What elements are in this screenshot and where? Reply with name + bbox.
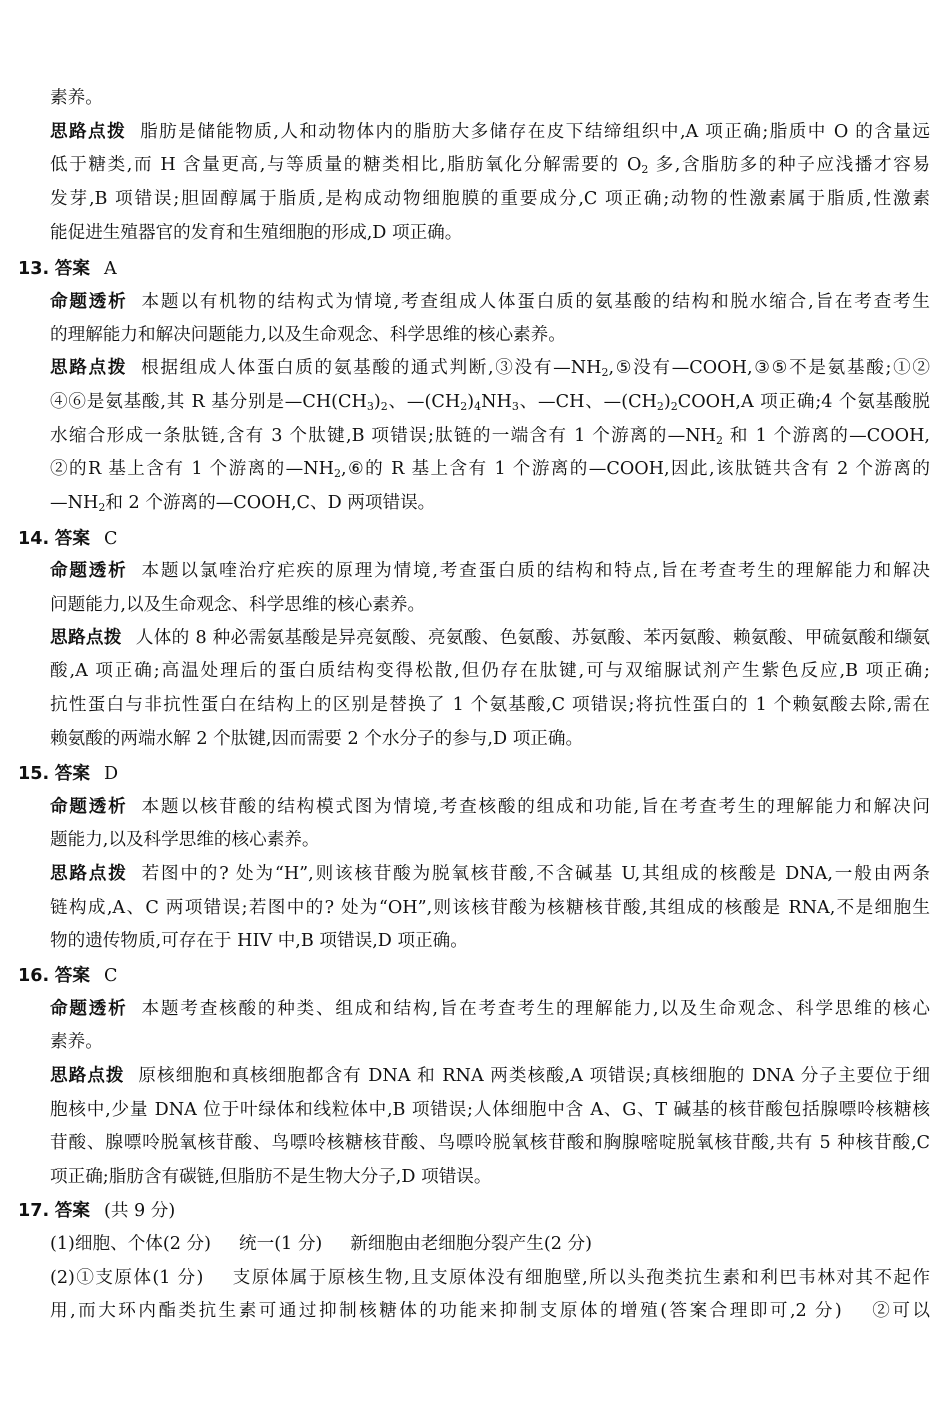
q16-mingti-line: 命题透析 本题考查核酸的种类、组成和结构,旨在考查考生的理解能力,以及生命观念、科学思维的核心	[50, 999, 930, 1019]
q17-part2-line: (2)①支原体(1 分) 支原体属于原核生物,且支原体没有细胞壁,所以头孢类抗生素和利巴韦林对其不起作	[50, 1268, 930, 1288]
q14-silu-line: 赖氨酸的两端水解 2 个肽键,因而需要 2 个水分子的参与,D 项正确。	[50, 729, 584, 749]
q12-silu-line: 能促进生殖器官的发育和生殖细胞的形成,D 项正确。	[50, 223, 463, 243]
q12-tail: 素养。	[50, 88, 103, 108]
q17-part1: (1)细胞、个体(2 分) 统一(1 分) 新细胞由老细胞分裂产生(2 分)	[50, 1234, 592, 1254]
q16-silu-line: 项正确;脂肪含有碳链,但脂肪不是生物大分子,D 项错误。	[50, 1167, 492, 1187]
mingti-label: 命题透析	[50, 999, 128, 1019]
q15-silu-line: 思路点拨 若图中的? 处为“H”,则该核苷酸为脱氧核苷酸,不含碱基 U,其组成的核酸是 DNA,一般由两条	[50, 864, 930, 884]
q13-silu-line: ②的R 基上含有 1 个游离的$—NH_2,⑥$的 R 基上含有 1 个游离的—COOH,因此,该肽链共含有 2 个游离的	[50, 459, 930, 480]
q12-silu-line: 低于糖类,而 H 含量更高,与等质量的糖类相比,脂肪氧化分解需要的 $O_2$ 多,含脂肪多的种子应浅播才容易	[50, 155, 930, 176]
q15-mingti-line: 题能力,以及科学思维的核心素养。	[50, 830, 320, 850]
q14-silu-line: 抗性蛋白与非抗性蛋白在结构上的区别是替换了 1 个氨基酸,C 项错误;将抗性蛋白的 1 个赖氨酸去除,需在	[50, 695, 930, 715]
silu-label: 思路点拨	[50, 122, 127, 142]
q13-answer: 13. 答案 A	[18, 259, 117, 279]
mingti-label: 命题透析	[50, 561, 128, 581]
q17-answer: 17. 答案 (共 9 分)	[18, 1201, 176, 1221]
q13-silu-line: ④⑥是氨基酸,其 R 基分别是$—CH(CH_3)_2$、$—(CH_2)_4NH_3$、—CH、$—(CH_2)_2COOH,A$ 项正确;4 个氨基酸脱	[50, 392, 930, 413]
q13-silu-line: $—NH_2$和 2 个游离的—COOH,C、D 两项错误。	[50, 493, 436, 514]
q16-answer: 16. 答案 C	[18, 966, 118, 986]
mingti-label: 命题透析	[50, 797, 128, 817]
q15-answer: 15. 答案 D	[18, 764, 119, 784]
q16-silu-line: 思路点拨 原核细胞和真核细胞都含有 DNA 和 RNA 两类核酸,A 项错误;真核细胞的 DNA 分子主要位于细	[50, 1066, 930, 1086]
q13-silu-line: 思路点拨 根据组成人体蛋白质的氨基酸的通式判断,③没有$—NH_2,⑤$没有—COOH,③⑤不是氨基酸;①②	[50, 358, 930, 379]
q14-silu-line: 酸,A 项正确;高温处理后的蛋白质结构变得松散,但仍存在肽键,可与双缩脲试剂产生紫色反应,B 项正确;	[50, 661, 930, 681]
q14-answer: 14. 答案 C	[18, 529, 118, 549]
q14-mingti-line: 命题透析 本题以氯喹治疗疟疾的原理为情境,考查蛋白质的结构和特点,旨在考查考生的理解能力和解决	[50, 561, 930, 581]
q12-silu-line: 思路点拨 脂肪是储能物质,人和动物体内的脂肪大多储存在皮下结缔组织中,A 项正确;脂质中 O 的含量远	[50, 122, 930, 142]
silu-label: 思路点拨	[50, 358, 128, 378]
silu-label: 思路点拨	[50, 864, 128, 884]
q14-silu-line: 思路点拨 人体的 8 种必需氨基酸是异亮氨酸、亮氨酸、色氨酸、苏氨酸、苯丙氨酸、赖氨酸、甲硫氨酸和缬氨	[50, 628, 930, 648]
q15-silu-line: 链构成,A、C 两项错误;若图中的? 处为“OH”,则该核苷酸为核糖核苷酸,其组成的核酸是 RNA,不是细胞生	[50, 898, 930, 918]
silu-label: 思路点拨	[50, 628, 122, 648]
q14-mingti-line: 问题能力,以及生命观念、科学思维的核心素养。	[50, 595, 426, 615]
q16-mingti-line: 素养。	[50, 1032, 103, 1052]
q13-mingti-line: 的理解能力和解决问题能力,以及生命观念、科学思维的核心素养。	[50, 325, 566, 345]
q15-silu-line: 物的遗传物质,可存在于 HIV 中,B 项错误,D 项正确。	[50, 931, 468, 951]
mingti-label: 命题透析	[50, 292, 128, 312]
silu-label: 思路点拨	[50, 1066, 125, 1086]
q13-silu-line: 水缩合形成一条肽链,含有 3 个肽键,B 项错误;肽链的一端含有 1 个游离的$—NH_2$ 和 1 个游离的—COOH,	[50, 426, 930, 447]
q13-mingti-line: 命题透析 本题以有机物的结构式为情境,考查组成人体蛋白质的氨基酸的结构和脱水缩合,旨在考查考生	[50, 292, 930, 312]
q16-silu-line: 胞核中,少量 DNA 位于叶绿体和线粒体中,B 项错误;人体细胞中含 A、G、T 碱基的核苷酸包括腺嘌呤核糖核	[50, 1100, 930, 1120]
q12-silu-line: 发芽,B 项错误;胆固醇属于脂质,是构成动物细胞膜的重要成分,C 项正确;动物的性激素属于脂质,性激素	[50, 189, 930, 209]
q15-mingti-line: 命题透析 本题以核苷酸的结构模式图为情境,考查核酸的组成和功能,旨在考查考生的理解能力和解决问	[50, 797, 930, 817]
q17-part2-line: 用,而大环内酯类抗生素可通过抑制核糖体的功能来抑制支原体的增殖(答案合理即可,2 分) ②可以	[50, 1301, 930, 1321]
q16-silu-line: 苷酸、腺嘌呤脱氧核苷酸、鸟嘌呤核糖核苷酸、鸟嘌呤脱氧核苷酸和胸腺嘧啶脱氧核苷酸,共有 5 种核苷酸,C	[50, 1133, 930, 1153]
